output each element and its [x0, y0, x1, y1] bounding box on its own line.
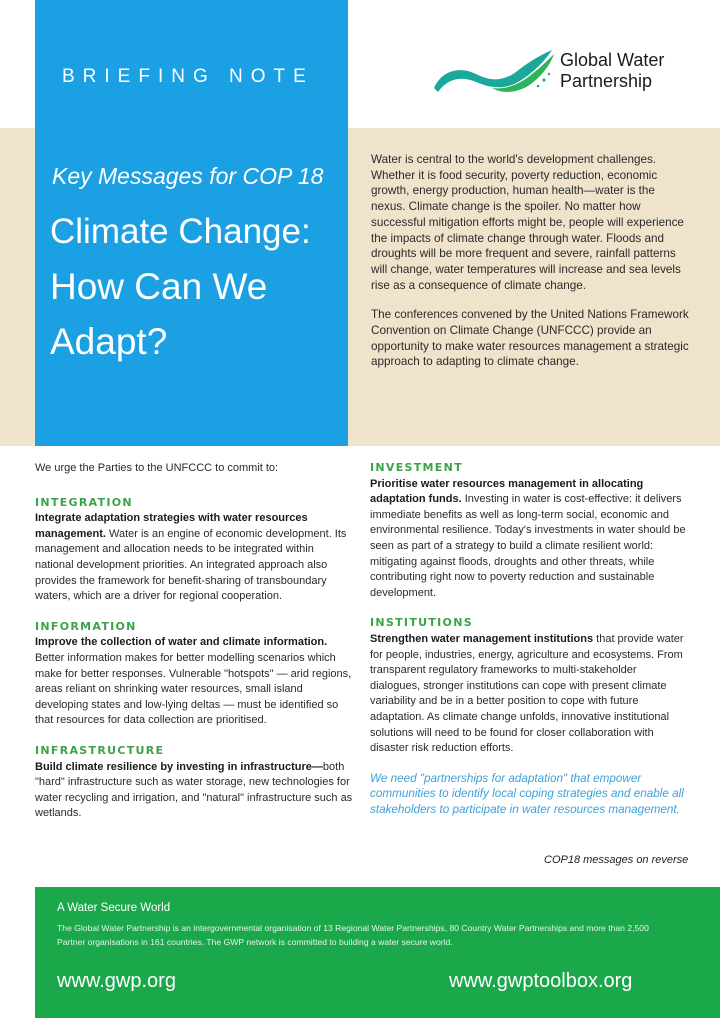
gwp-website-link[interactable]: www.gwp.org [57, 970, 176, 992]
section-information [35, 619, 353, 729]
footer-description: The Global Water Partnership is an intergovernmental organisation of 13 Regional Water Partnerships, 80 Country Water Partnerships and more than 2,500 Partner organisations in 161 countries. The GWP network is committed to building a water secure world. [57, 923, 649, 947]
section-lead: Integrate adaptation strategies with water resources management. [35, 512, 308, 540]
page-title [50, 204, 340, 369]
gwp-logo [432, 42, 702, 112]
header-blue-panel [35, 0, 348, 128]
intro-text [371, 152, 691, 370]
title-line3: Adapt? [50, 321, 168, 362]
hero-kicker: Key Messages for COP 18 [52, 163, 324, 189]
footer-band [35, 887, 720, 1018]
section-body [35, 760, 353, 822]
section-heading: INFRASTRUCTURE [35, 743, 165, 757]
logo-line1: Global Water [560, 50, 665, 70]
section-text: both "hard" infrastructure such as water storage, new technologies for water recycling and irrigation, and "natural" infrastructure such as wetlands. [35, 760, 353, 820]
gwp-wave-logo-icon [432, 48, 557, 104]
briefing-note-label: BRIEFING NOTE [62, 66, 314, 87]
section-infrastructure [35, 743, 353, 822]
logo-wordmark [560, 50, 664, 92]
section-text: Better information makes for better modelling scenarios which make for better responses. Vulnerable "hotspots" — arid regions, areas reliant on shrinking water resources, small island developing states and low-lying deltas — must be identified so that resources for data collection are prioritised. [35, 651, 352, 727]
title-line1: Climate Change: [50, 212, 311, 251]
section-body [35, 511, 353, 605]
section-lead: Strengthen water management institutions [370, 632, 594, 645]
title-line2: How Can We [50, 266, 268, 307]
section-text: that provide water for people, industries, energy, agriculture and ecosystems. From transparent regulatory frameworks to multi-stakeholder dialogues, stronger institutions can cope with present climate variability and be in a better position to cope with future adaptation. As climate change unfolds, innovative institutional solutions will need to be found for closer collaboration with disaster risk reduction efforts. [370, 632, 684, 755]
section-lead: Prioritise water resources management in allocating adaptation funds. [370, 477, 644, 506]
section-body [35, 635, 353, 729]
section-lead: Build climate resilience by investing in infrastructure— [35, 760, 323, 773]
urge-statement: We urge the Parties to the UNFCCC to commit to: [35, 462, 279, 474]
section-lead: Improve the collection of water and climate information. [35, 636, 328, 649]
section-heading: INTEGRATION [35, 495, 133, 509]
partnership-quote: We need "partnerships for adaptation" that empower communities to identify local coping strategies and enable all stakeholders to participate in water resources management. [370, 771, 684, 816]
logo-line2: Partnership [560, 71, 653, 91]
section-body [370, 632, 688, 757]
section-heading: INFORMATION [35, 619, 137, 633]
section-heading: INVESTMENT [370, 461, 463, 474]
section-heading: INSTITUTIONS [370, 616, 473, 630]
section-integration [35, 495, 353, 605]
section-investment [370, 460, 688, 601]
intro-paragraph-1: Water is central to the world's development challenges. Whether it is food security, poverty reduction, economic growth, energy production, human health—water is the nexus. Climate change is the spoiler. No matter how successful mitigation efforts might be, people will experience the impacts of climate change through water. Floods and droughts will be more frequent and severe, rainfall patterns will change, water temperatures will increase and sea levels rise as a consequence of climate change. [371, 153, 684, 292]
left-column [35, 461, 353, 836]
intro-paragraph-2: The conferences convened by the United Nations Framework Convention on Climate Change (UNFCCC) provide an opportunity to make water resources management a strategic approach to adapting to climate change. [371, 308, 689, 369]
footer-title: A Water Secure World [57, 902, 171, 914]
section-institutions [370, 615, 688, 756]
reverse-note: COP18 messages on reverse [544, 854, 689, 866]
section-body [370, 477, 688, 602]
section-text: Water is an engine of economic development. Its management and allocation needs to be integrated within national development priorities. An integrated approach also provides the framework for benefit-sharing of transboundary waters, which are a driver for regional cooperation. [35, 527, 347, 603]
right-column [370, 460, 688, 817]
section-text: Investing in water is cost-effective: it delivers immediate benefits as well as long-term social, economic and environmental resilience. Today's investments in water should be seen as part of a strategy to build a climate resilient world: mitigating against floods, droughts and other threats, while contributing right now to poverty reduction and sustainable development. [370, 493, 686, 599]
gwp-toolbox-link[interactable]: www.gwptoolbox.org [449, 970, 633, 992]
